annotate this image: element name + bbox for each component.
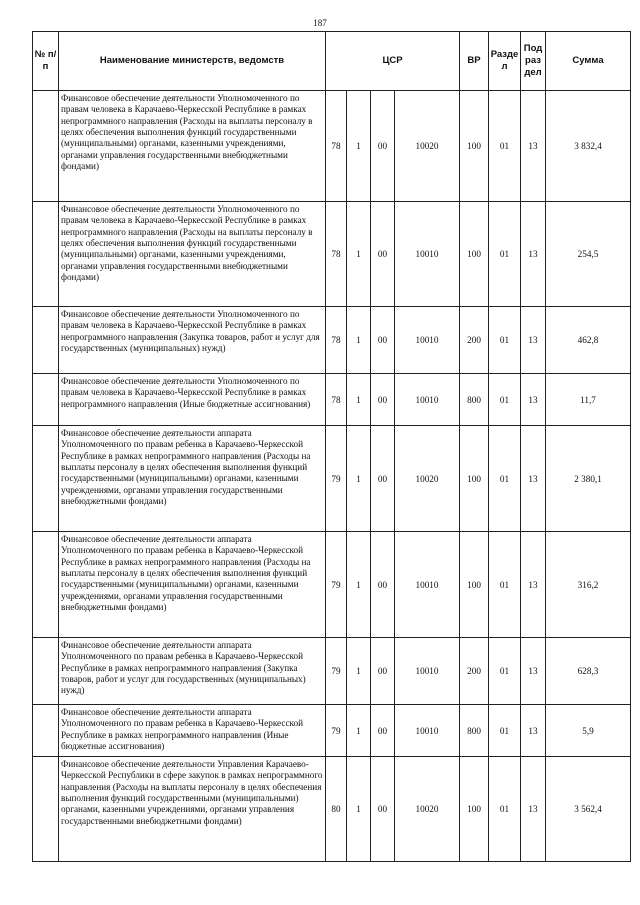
cell-csr-program: 78 [326, 202, 347, 307]
cell-num [33, 91, 59, 202]
cell-name: Финансовое обеспечение деятельности аппарата Уполномоченного по правам ребенка в Карачаево-Черкесской Республике в рамках непрограммного направления (Закупка товаров, работ и услуг для государственных (муниципальных) нужд) [59, 638, 326, 705]
cell-sum: 462,8 [546, 307, 631, 374]
cell-csr-program: 78 [326, 91, 347, 202]
cell-name: Финансовое обеспечение деятельности Уполномоченного по правам человека в Карачаево-Черкесской Республике в рамках непрограммного направления (Закупка товаров, работ и услуг для государственных (муниципальных) нужд) [59, 307, 326, 374]
header-name: Наименование министерств, ведомств [59, 32, 326, 91]
cell-csr-code: 10020 [395, 757, 460, 862]
cell-name: Финансовое обеспечение деятельности Уполномоченного по правам человека в Карачаево-Черкесской Республике в рамках непрограммного направления (Расходы на выплаты персоналу в целях обеспечения выполнения функций государственными (муниципальными) органами, казенными учреждениями, органами управления государственными внебюджетными фондами) [59, 202, 326, 307]
cell-csr-event: 00 [371, 202, 395, 307]
cell-vr: 100 [460, 202, 489, 307]
header-razdel: Разде л [489, 32, 521, 91]
table-header-row [33, 32, 631, 91]
cell-podrazdel: 13 [521, 91, 546, 202]
cell-num [33, 532, 59, 638]
table-row [33, 757, 631, 862]
header-summa: Сумма [546, 32, 631, 91]
cell-sum: 628,3 [546, 638, 631, 705]
cell-csr-subprogram: 1 [347, 374, 371, 426]
cell-num [33, 374, 59, 426]
table-row [33, 705, 631, 757]
cell-csr-program: 78 [326, 307, 347, 374]
cell-csr-code: 10010 [395, 532, 460, 638]
cell-csr-program: 78 [326, 374, 347, 426]
cell-csr-subprogram: 1 [347, 307, 371, 374]
cell-csr-program: 79 [326, 532, 347, 638]
cell-num [33, 757, 59, 862]
cell-podrazdel: 13 [521, 638, 546, 705]
cell-vr: 100 [460, 532, 489, 638]
cell-razdel: 01 [489, 202, 521, 307]
cell-num [33, 426, 59, 532]
cell-sum: 3 562,4 [546, 757, 631, 862]
cell-csr-code: 10020 [395, 91, 460, 202]
cell-csr-event: 00 [371, 757, 395, 862]
cell-vr: 800 [460, 374, 489, 426]
cell-csr-code: 10020 [395, 426, 460, 532]
cell-name: Финансовое обеспечение деятельности Управления Карачаево-Черкесской Республики в сфере закупок в рамках непрограммного направления (Расходы на выплаты персоналу в целях обеспечения выполнения функций государственными (муниципальными) органами, казенными учреждениями, органами управления государственными внебюджетными фондами) [59, 757, 326, 862]
cell-csr-program: 79 [326, 638, 347, 705]
header-vr: ВР [460, 32, 489, 91]
cell-podrazdel: 13 [521, 757, 546, 862]
cell-podrazdel: 13 [521, 426, 546, 532]
cell-name: Финансовое обеспечение деятельности Уполномоченного по правам человека в Карачаево-Черкесской Республике в рамках непрограммного направления (Иные бюджетные ассигнования) [59, 374, 326, 426]
table-row [33, 532, 631, 638]
cell-csr-event: 00 [371, 705, 395, 757]
page-number: 187 [313, 18, 327, 28]
cell-podrazdel: 13 [521, 705, 546, 757]
cell-csr-subprogram: 1 [347, 91, 371, 202]
table-row [33, 638, 631, 705]
cell-podrazdel: 13 [521, 374, 546, 426]
cell-csr-code: 10010 [395, 705, 460, 757]
cell-csr-code: 10010 [395, 374, 460, 426]
cell-name: Финансовое обеспечение деятельности аппарата Уполномоченного по правам ребенка в Карачаево-Черкесской Республике в рамках непрограммного направления (Иные бюджетные ассигнования) [59, 705, 326, 757]
cell-csr-event: 00 [371, 374, 395, 426]
header-podrazdel: Под раз дел [521, 32, 546, 91]
cell-razdel: 01 [489, 757, 521, 862]
cell-num [33, 638, 59, 705]
table-row [33, 426, 631, 532]
cell-sum: 2 380,1 [546, 426, 631, 532]
cell-name: Финансовое обеспечение деятельности аппарата Уполномоченного по правам ребенка в Карачаево-Черкесской Республике в рамках непрограммного направления (Расходы на выплаты персоналу в целях обеспечения выполнения функций государственными (муниципальными) органами, казенными учреждениями, органами управления государственными внебюджетными фондами) [59, 426, 326, 532]
cell-csr-subprogram: 1 [347, 705, 371, 757]
cell-csr-program: 79 [326, 705, 347, 757]
cell-name: Финансовое обеспечение деятельности аппарата Уполномоченного по правам ребенка в Карачаево-Черкесской Республике в рамках непрограммного направления (Расходы на выплаты персоналу в целях обеспечения выполнения функций государственными (муниципальными) органами, казенными учреждениями, органами управления государственными внебюджетными фондами) [59, 532, 326, 638]
table-row [33, 91, 631, 202]
cell-podrazdel: 13 [521, 532, 546, 638]
cell-csr-code: 10010 [395, 202, 460, 307]
table-row [33, 307, 631, 374]
cell-csr-event: 00 [371, 91, 395, 202]
cell-podrazdel: 13 [521, 202, 546, 307]
cell-csr-program: 80 [326, 757, 347, 862]
cell-razdel: 01 [489, 638, 521, 705]
cell-sum: 3 832,4 [546, 91, 631, 202]
cell-csr-event: 00 [371, 638, 395, 705]
cell-name: Финансовое обеспечение деятельности Уполномоченного по правам человека в Карачаево-Черкесской Республике в рамках непрограммного направления (Расходы на выплаты персоналу в целях обеспечения выполнения функций государственными (муниципальными) органами, казенными учреждениями, органами управления государственными внебюджетными фондами) [59, 91, 326, 202]
header-csr: ЦСР [326, 32, 460, 91]
cell-num [33, 705, 59, 757]
cell-razdel: 01 [489, 307, 521, 374]
cell-num [33, 307, 59, 374]
cell-razdel: 01 [489, 532, 521, 638]
cell-razdel: 01 [489, 705, 521, 757]
cell-csr-event: 00 [371, 532, 395, 638]
header-num: № п/п [33, 32, 59, 91]
table-row [33, 374, 631, 426]
cell-csr-code: 10010 [395, 638, 460, 705]
cell-csr-subprogram: 1 [347, 757, 371, 862]
cell-vr: 100 [460, 91, 489, 202]
table-row [33, 202, 631, 307]
cell-razdel: 01 [489, 374, 521, 426]
cell-podrazdel: 13 [521, 307, 546, 374]
cell-csr-event: 00 [371, 307, 395, 374]
cell-csr-subprogram: 1 [347, 532, 371, 638]
cell-sum: 316,2 [546, 532, 631, 638]
cell-vr: 200 [460, 638, 489, 705]
cell-sum: 11,7 [546, 374, 631, 426]
cell-csr-code: 10010 [395, 307, 460, 374]
cell-sum: 254,5 [546, 202, 631, 307]
budget-table [32, 31, 631, 862]
cell-vr: 200 [460, 307, 489, 374]
cell-vr: 100 [460, 426, 489, 532]
cell-csr-subprogram: 1 [347, 426, 371, 532]
cell-vr: 100 [460, 757, 489, 862]
cell-sum: 5,9 [546, 705, 631, 757]
cell-num [33, 202, 59, 307]
cell-vr: 800 [460, 705, 489, 757]
cell-razdel: 01 [489, 91, 521, 202]
cell-csr-subprogram: 1 [347, 202, 371, 307]
cell-razdel: 01 [489, 426, 521, 532]
cell-csr-subprogram: 1 [347, 638, 371, 705]
cell-csr-program: 79 [326, 426, 347, 532]
cell-csr-event: 00 [371, 426, 395, 532]
